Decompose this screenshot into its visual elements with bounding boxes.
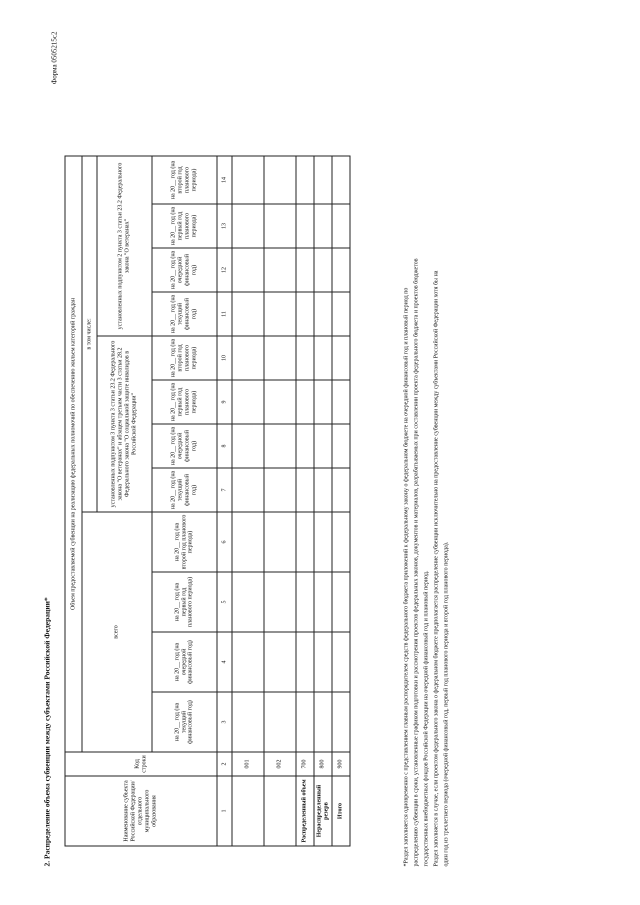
table-row xyxy=(232,156,264,846)
row-code: 900 xyxy=(332,752,350,776)
header-category-a: установленных подпунктом 3 пункта 3 статьи 23.2 Федерального закона "О ветеранах" и абзацем третьим части 3 статьи 28.2 Федерального закона "О социальной защите инвалидов в Российской Федерации" xyxy=(97,336,152,512)
table-row xyxy=(296,156,314,846)
form-code-label: Форма 0505215с2 xyxy=(50,31,58,85)
row-subject-name xyxy=(264,776,296,846)
header-period-plan2: на 20__ год (на второй год планового периода) xyxy=(152,336,217,380)
row-subject-name xyxy=(232,776,264,846)
column-number: 9 xyxy=(217,380,232,424)
header-period-next: на 20__ год (на очередной финансовый год) xyxy=(152,632,217,692)
footnote-line: Раздел заполняется в случае, если проектом федерального закона о федеральном бюджете предполагается распределение субвенции исключительно на предоставление субвенции между субъектами Российской Федерации хотя бы на xyxy=(433,270,439,867)
row-code: 700 xyxy=(296,752,314,776)
header-period-current: на 20__ год (на текущий финансовый год) xyxy=(152,292,217,336)
row-code: 001 xyxy=(232,752,264,776)
column-number: 8 xyxy=(217,424,232,468)
subvention-table xyxy=(64,155,350,846)
footnote-line: государственных внебюджетных фондов Российской Федерации на очередной финансовый год и плановый период. xyxy=(423,570,429,867)
header-period-next: на 20__ год (на очередной финансовый год) xyxy=(152,424,217,468)
column-number: 5 xyxy=(217,572,232,632)
table-row xyxy=(314,156,332,846)
column-number: 4 xyxy=(217,632,232,692)
header-period-current: на 20__ год (на текущий финансовый год) xyxy=(152,468,217,512)
footnote-line: *Раздел заполняется одновременно с представлением главным распорядителем средств федерального бюджета приложений к федеральному закону о федеральном бюджете на очередной финансовый год и плановый период по xyxy=(403,287,409,867)
header-total: всего xyxy=(82,512,152,752)
header-row-code: Код строки xyxy=(65,752,217,776)
column-number-row xyxy=(217,156,232,846)
header-period-plan1: на 20__ год (на первый год планового периода) xyxy=(152,380,217,424)
header-period-plan2: на 20__ год (на второй год планового периода) xyxy=(152,512,217,572)
header-category-b: установленных подпунктом 2 пункта 3 статьи 23.2 Федерального закона "О ветеранах" xyxy=(97,156,152,336)
footnote-line: распределению субвенции в сроки, установленные графиком подготовки и рассмотрения проектов федеральных законов, документов и материалов, разрабатываемых при составлении проекта федерального бюджета и проектов бюджетов xyxy=(413,258,419,867)
column-number: 11 xyxy=(217,292,232,336)
header-including: в том числе: xyxy=(82,156,97,512)
footnote-line: один год из трехлетнего периода (очередной финансовый год, первый год планового периода и второй год планового периода). xyxy=(443,541,449,867)
table-row xyxy=(332,156,350,846)
header-period-next: на 20__ год (на очередной финансовый год) xyxy=(152,248,217,292)
column-number: 13 xyxy=(217,204,232,248)
row-subject-name: Распределенный объем xyxy=(296,776,314,846)
column-number: 10 xyxy=(217,336,232,380)
row-code: 800 xyxy=(314,752,332,776)
header-period-plan1: на 20__ год (на первый год планового периода) xyxy=(152,572,217,632)
column-number: 3 xyxy=(217,692,232,752)
table-row xyxy=(264,156,296,846)
header-subvention-volume: Объем предоставляемой субвенции на реализацию федеральных полномочий по обеспечению жильем категорий граждан xyxy=(65,156,82,752)
footnotes xyxy=(402,77,452,867)
column-number: 1 xyxy=(217,776,232,846)
column-number: 6 xyxy=(217,512,232,572)
section-title: 2. Распределение объема субвенции между субъектами Российской Федерации* xyxy=(42,597,51,867)
header-period-current: на 20__ год (на текущий финансовый год) xyxy=(152,692,217,752)
column-number: 7 xyxy=(217,468,232,512)
row-subject-name: Нераспределенный резерв xyxy=(314,776,332,846)
column-number: 14 xyxy=(217,156,232,204)
header-subject-name: Наименование субъекта Российской Федерации/ отдельного муниципального образования xyxy=(65,776,217,846)
header-period-plan2: на 20__ год (на второй год планового периода) xyxy=(152,156,217,204)
header-period-plan1: на 20__ год (на первый год планового периода) xyxy=(152,204,217,248)
column-number: 2 xyxy=(217,752,232,776)
row-code: 002 xyxy=(264,752,296,776)
column-number: 12 xyxy=(217,248,232,292)
row-subject-name: Итого xyxy=(332,776,350,846)
